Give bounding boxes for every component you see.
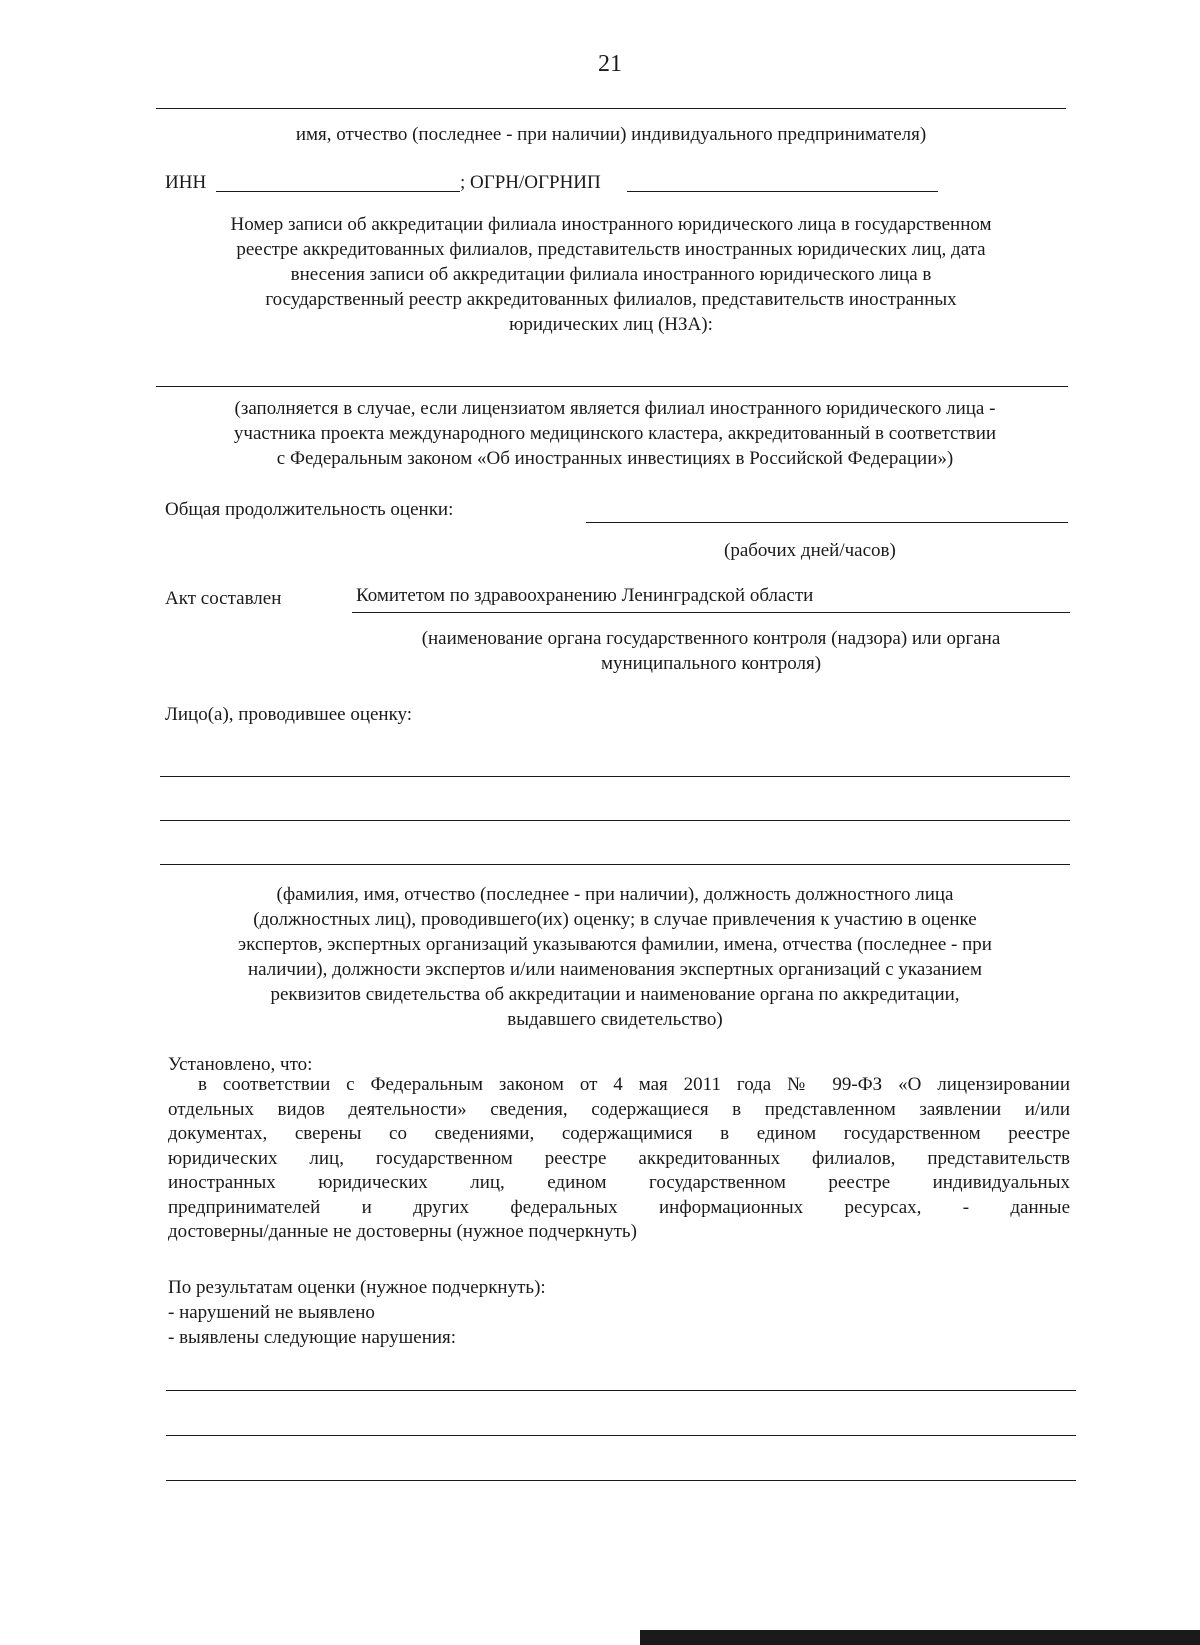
- persons-caption-line: реквизитов свидетельства об аккредитации и наименование органа по аккредитации,: [270, 984, 960, 1005]
- nza-title-line: Номер записи об аккредитации филиала иностранного юридического лица в государственном: [230, 214, 992, 235]
- act-caption: [352, 626, 1070, 676]
- nza-field[interactable]: [156, 386, 1068, 387]
- nza-title-line: реестре аккредитованных филиалов, представительств иностранных юридических лиц, дата: [236, 239, 986, 260]
- nza-title: [156, 212, 1066, 337]
- results-option-found[interactable]: - выявлены следующие нарушения:: [168, 1327, 457, 1348]
- established-line: предпринимателей и других федеральных информационных ресурсах, - данные: [168, 1196, 1070, 1218]
- top-rule: [156, 108, 1066, 109]
- persons-caption-line: (фамилия, имя, отчество (последнее - при наличии), должность должностного лица: [276, 884, 954, 905]
- violations-field-3[interactable]: [166, 1480, 1076, 1481]
- act-caption-line: (наименование органа государственного контроля (надзора) или органа: [421, 628, 1001, 649]
- persons-caption-line: выдавшего свидетельство): [507, 1009, 723, 1030]
- nza-title-line: государственный реестр аккредитованных филиалов, представительств иностранных: [265, 289, 957, 310]
- applicant-caption: имя, отчество (последнее - при наличии) индивидуального предпринимателя): [295, 124, 927, 145]
- nza-note-line: с Федеральным законом «Об иностранных инвестициях в Российской Федерации»): [276, 448, 954, 469]
- persons-caption-line: экспертов, экспертных организаций указываются фамилии, имена, отчества (последнее - при: [238, 934, 992, 955]
- results-label: По результатам оценки (нужное подчеркнуть):: [168, 1277, 546, 1298]
- results-option-none[interactable]: - нарушений не выявлено: [168, 1302, 375, 1323]
- nza-title-line: внесения записи об аккредитации филиала иностранного юридического лица в: [290, 264, 932, 285]
- nza-note-line: участника проекта международного медицинского кластера, аккредитованный в соответствии: [233, 423, 997, 444]
- inn-field[interactable]: [216, 191, 460, 192]
- nza-note: [156, 396, 1074, 471]
- established-text: [168, 1073, 1070, 1245]
- act-label: Акт составлен: [165, 588, 282, 609]
- act-field[interactable]: [352, 612, 1070, 613]
- persons-field-2[interactable]: [160, 820, 1070, 821]
- established-label: Установлено, что:: [168, 1054, 313, 1075]
- scan-edge: [640, 1630, 1200, 1645]
- duration-caption: (рабочих дней/часов): [724, 540, 896, 561]
- act-value: Комитетом по здравоохранению Ленинградской области: [356, 585, 814, 606]
- ogrn-label: ; ОГРН/ОГРНИП: [460, 172, 601, 193]
- nza-title-line: юридических лиц (НЗА):: [509, 314, 713, 335]
- persons-label: Лицо(а), проводившее оценку:: [165, 704, 413, 725]
- established-line: отдельных видов деятельности» сведения, содержащиеся в представленном заявлении и/или: [168, 1098, 1070, 1120]
- persons-caption-line: наличии), должности экспертов и/или наименования экспертных организаций с указанием: [247, 959, 983, 980]
- ogrn-field[interactable]: [627, 191, 938, 192]
- act-caption-line: муниципального контроля): [600, 653, 822, 674]
- violations-field-1[interactable]: [166, 1390, 1076, 1391]
- persons-field-3[interactable]: [160, 864, 1070, 865]
- established-line: в соответствии с Федеральным законом от 4 мая 2011 года № 99-ФЗ «О лицензировании: [198, 1074, 1070, 1095]
- persons-field-1[interactable]: [160, 776, 1070, 777]
- duration-label: Общая продолжительность оценки:: [165, 499, 454, 520]
- persons-caption: [160, 882, 1070, 1032]
- duration-field[interactable]: [586, 522, 1068, 523]
- page-number: 21: [598, 51, 622, 77]
- established-line: юридических лиц, государственном реестре аккредитованных филиалов, представительств: [168, 1147, 1070, 1169]
- persons-caption-line: (должностных лиц), проводившего(их) оценку; в случае привлечения к участию в оценке: [253, 909, 977, 930]
- inn-label: ИНН: [165, 172, 207, 193]
- established-line: документах, сверены со сведениями, содержащимися в едином государственном реестре: [168, 1123, 1070, 1144]
- violations-field-2[interactable]: [166, 1435, 1076, 1436]
- nza-note-line: (заполняется в случае, если лицензиатом является филиал иностранного юридического лица -: [234, 398, 996, 419]
- established-line: иностранных юридических лиц, едином государственном реестре индивидуальных: [168, 1172, 1070, 1193]
- established-line: достоверны/данные не достоверны (нужное подчеркнуть): [168, 1221, 637, 1242]
